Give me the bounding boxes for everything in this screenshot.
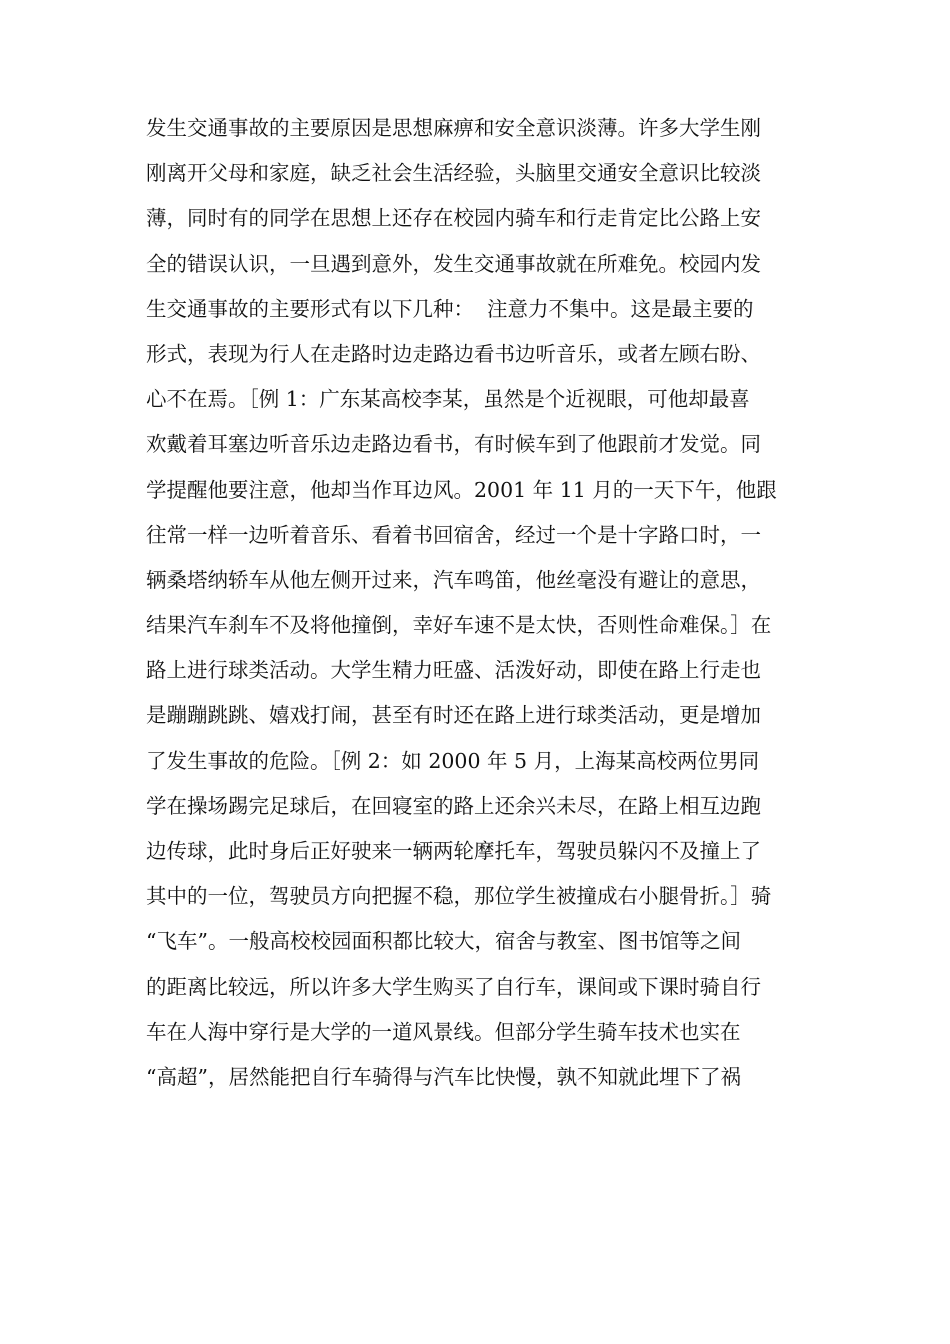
text-line: 辆桑塔纳轿车从他左侧开过来，汽车鸣笛，他丝毫没有避让的意思，: [146, 567, 761, 592]
text-line: 路上进行球类活动。大学生精力旺盛、活泼好动，即使在路上行走也: [146, 658, 761, 683]
text-line: 学提醒他要注意，他却当作耳边风。2001 年 11 月的一天下午，他跟: [146, 477, 777, 502]
text-line: 全的错误认识，一旦遇到意外，发生交通事故就在所难免。校园内发: [146, 251, 761, 276]
text-line: 车在人海中穿行是大学的一道风景线。但部分学生骑车技术也实在: [146, 1019, 741, 1044]
text-line: 了发生事故的危险。［例 2：如 2000 年 5 月，上海某高校两位男同: [146, 748, 760, 773]
text-line: 其中的一位，驾驶员方向把握不稳，那位学生被撞成右小腿骨折。］骑: [146, 884, 772, 909]
text-line: 生交通事故的主要形式有以下几种： 注意力不集中。这是最主要的: [146, 296, 754, 321]
text-line: 边传球，此时身后正好驶来一辆两轮摩托车，驾驶员躲闪不及撞上了: [146, 839, 761, 863]
text-line: 的距离比较远，所以许多大学生购买了自行车，课间或下课时骑自行: [146, 974, 761, 999]
text-line: “飞车”。一般高校校园面积都比较大，宿舍与教室、图书馆等之间: [146, 929, 741, 954]
text-line: 是蹦蹦跳跳、嬉戏打闹，甚至有时还在路上进行球类活动，更是增加: [146, 703, 761, 728]
text-line: 结果汽车刹车不及将他撞倒，幸好车速不是太快，否则性命难保。］在: [146, 613, 772, 638]
text-line: 形式，表现为行人在走路时边走路边看书边听音乐，或者左顾右盼、: [146, 341, 761, 366]
body-text: [146, 106, 826, 1100]
text-line: 刚离开父母和家庭，缺乏社会生活经验，头脑里交通安全意识比较淡: [146, 161, 761, 186]
text-line: 欢戴着耳塞边听音乐边走路边看书，有时候车到了他跟前才发觉。同: [146, 432, 761, 457]
text-line: 心不在焉。［例 1：广东某高校李某，虽然是个近视眼，可他却最喜: [146, 387, 750, 412]
text-line: “高超”，居然能把自行车骑得与汽车比快慢，孰不知就此埋下了祸: [146, 1064, 741, 1089]
text-line: 学在操场踢完足球后，在回寝室的路上还余兴未尽，在路上相互边跑: [146, 793, 761, 818]
text-line: 薄，同时有的同学在思想上还存在校园内骑车和行走肯定比公路上安: [146, 206, 761, 231]
text-line: 往常一样一边听着音乐、看着书回宿舍，经过一个是十字路口时，一: [146, 522, 761, 547]
text-line: 发生交通事故的主要原因是思想麻痹和安全意识淡薄。许多大学生刚: [146, 116, 761, 140]
